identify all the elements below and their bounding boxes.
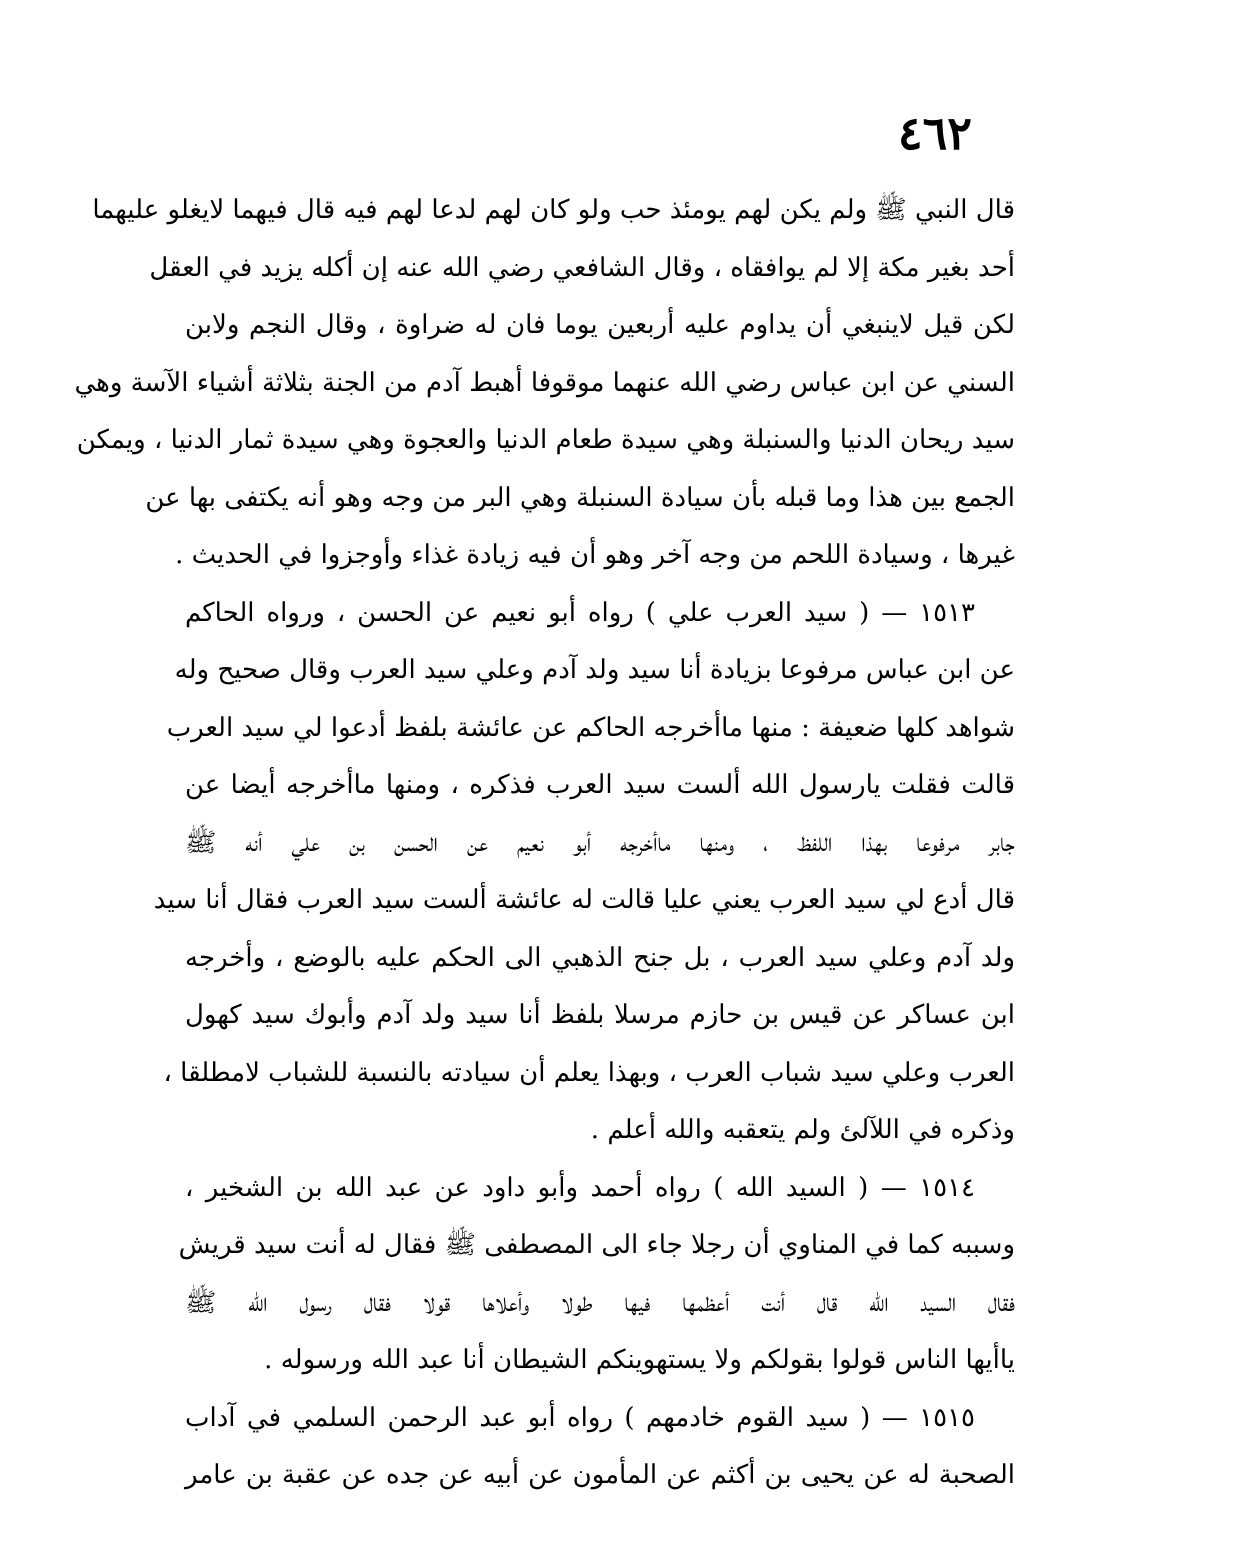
text-line: قال النبي ﷺ ولم يكن لهم يومئذ حب ولو كان لهم لدعا لهم فيه قال فيهما لايغلو عليهما: [92, 195, 1015, 225]
text-line: لكن قيل لاينبغي أن يداوم عليه أربعين يوما فان له ضراوة ، وقال النجم ولابن: [185, 310, 1015, 340]
text-line: السني عن ابن عباس رضي الله عنهما موقوفا أهبط آدم من الجنة بثلاثة أشياء الآسة وهي: [74, 367, 1015, 398]
entry-heading-line: ١٥١٣ — ( سيد العرب علي ) رواه أبو نعيم عن الحسن ، ورواه الحاكم: [185, 597, 975, 628]
text-line: وسببه كما في المناوي أن رجلا جاء الى المصطفى ﷺ فقال له أنت سيد قريش: [178, 1230, 1015, 1260]
body-text: [74, 182, 1015, 1505]
text-line: الصحبة له عن يحيى بن أكثم عن المأمون عن أبيه عن جده عن عقبة بن عامر: [185, 1460, 1015, 1490]
text-line: وذكره في اللآلئ ولم يتعقبه والله أعلم .: [590, 1115, 1015, 1145]
text-line: العرب وعلي سيد شباب العرب ، وبهذا يعلم أن سيادته بالنسبة للشباب لامطلقا ،: [163, 1057, 1015, 1088]
text-line: ياأيها الناس قولوا بقولكم ولا يستهوينكم الشيطان أنا عبد الله ورسوله .: [264, 1345, 1015, 1375]
text-line: أحد بغير مكة إلا لم يوافقاه ، وقال الشافعي رضي الله عنه إن أكله يزيد في العقل: [149, 252, 1015, 283]
page-number: ٤٦٢: [897, 106, 972, 160]
text-line: ابن عساكر عن قيس بن حازم مرسلا بلفظ أنا سيد ولد آدم وأبوك سيد كهول: [185, 1000, 1015, 1030]
entry-heading-line: ١٥١٥ — ( سيد القوم خادمهم ) رواه أبو عبد الرحمن السلمي في آداب: [185, 1402, 975, 1433]
text-line: شواهد كلها ضعيفة : منها ماأخرجه الحاكم عن عائشة بلفظ أدعوا لي سيد العرب: [166, 712, 1015, 743]
text-line: جابر مرفوعا بهذا اللفظ ، ومنها ماأخرجه أبو نعيم عن الحسن بن علي أنه ﷺ: [185, 827, 1015, 858]
text-line: قال أدع لي سيد العرب يعني عليا قالت له عائشة ألست سيد العرب فقال أنا سيد: [153, 885, 1015, 915]
text-line: عن ابن عباس مرفوعا بزيادة أنا سيد ولد آدم وعلي سيد العرب وقال صحيح وله: [174, 655, 1015, 685]
entry-heading-line: ١٥١٤ — ( السيد الله ) رواه أحمد وأبو داود عن عبد الله بن الشخير ،: [185, 1172, 975, 1203]
text-line: سيد ريحان الدنيا والسنبلة وهي سيدة طعام الدنيا والعجوة وهي سيدة ثمار الدنيا ، ويمكن: [76, 425, 1015, 455]
text-line: الجمع بين هذا وما قبله بأن سيادة السنبلة وهي البر من وجه وهو أنه يكتفى بها عن: [145, 482, 1015, 513]
text-line: فقال السيد الله قال أنت أعظمها فيها طولا وأعلاها قولا فقال رسول الله ﷺ: [185, 1287, 1015, 1318]
text-line: ولد آدم وعلي سيد العرب ، بل جنح الذهبي الى الحكم عليه بالوضع ، وأخرجه: [185, 942, 1015, 973]
text-line: غيرها ، وسيادة اللحم من وجه آخر وهو أن فيه زيادة غذاء وأوجزوا في الحديث .: [175, 540, 1015, 570]
text-line: قالت فقلت يارسول الله ألست سيد العرب فذكره ، ومنها ماأخرجه أيضا عن: [185, 770, 1015, 800]
